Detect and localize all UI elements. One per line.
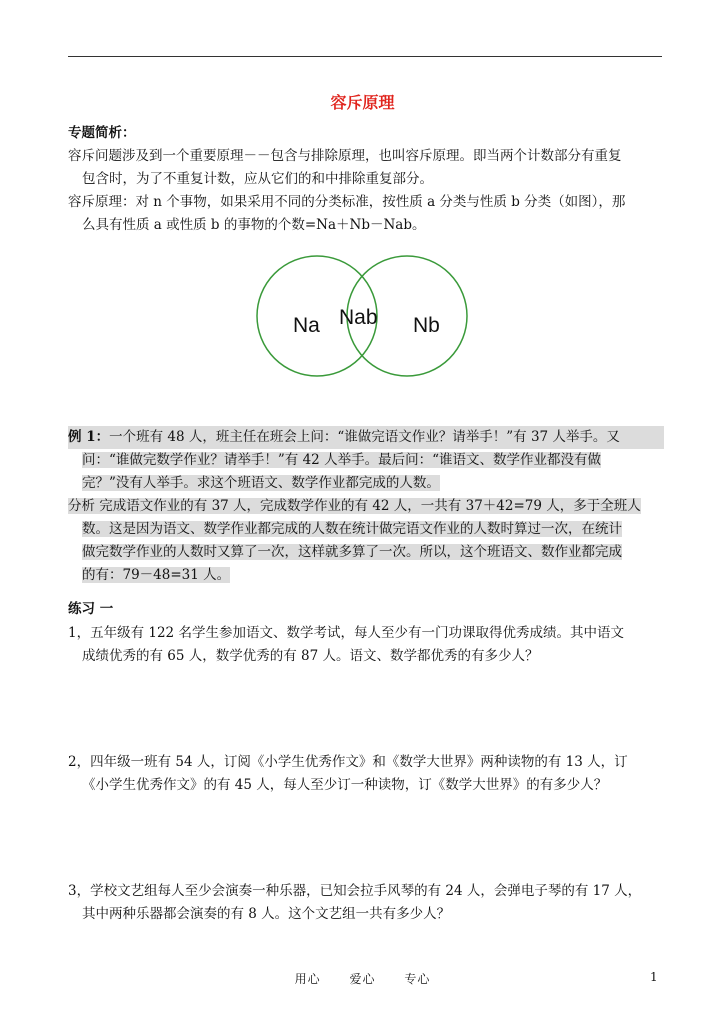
footer-word-3: 专心: [404, 972, 431, 986]
q2-line-2: 《小学生优秀作文》的有 45 人，每人至少订一种读物，订《数学大世界》的有多少人？: [82, 777, 608, 793]
q3-line-1: 3，学校文艺组每人至少会演奏一种乐器，已知会拉手风琴的有 24 人，会弹电子琴的有 17 人，: [68, 883, 642, 899]
example-line-3: 完？”没有人举手。求这个班语文、数学作业都完成的人数。: [82, 475, 440, 491]
q1-line-2: 成绩优秀的有 65 人，数学优秀的有 87 人。语文、数学都优秀的有多少人？: [82, 648, 539, 664]
question-3: [68, 880, 664, 926]
example-line-2: 问：“谁做完数学作业？请举手！”有 42 人举手。最后问：“谁语文、数学作业都没有做: [82, 452, 601, 468]
analysis-line-4: 的有：79－48=31 人。: [82, 567, 231, 583]
header-rule: [68, 56, 662, 57]
page-number: 1: [650, 970, 658, 984]
intro-line-1: 容斥问题涉及到一个重要原理－－包含与排除原理，也叫容斥原理。即当两个计数部分有重复: [68, 148, 622, 164]
venn-diagram: [255, 252, 477, 388]
page-footer: [0, 970, 725, 987]
footer-word-1: 用心: [294, 972, 321, 986]
intro-line-2: 包含时，为了不重复计数，应从它们的和中排除重复部分。: [82, 171, 433, 187]
q1-line-1: 1，五年级有 122 名学生参加语文、数学考试，每人至少有一门功课取得优秀成绩。其中语文: [68, 625, 624, 641]
page-title: 容斥原理: [330, 93, 395, 112]
section-heading: 专题简析：: [68, 125, 136, 141]
analysis-line-2: 数。这是因为语文、数学作业都完成的人数在统计做完语文作业的人数时算过一次，在统计: [82, 521, 622, 537]
analysis-line-3: 做完数学作业的人数时又算了一次，这样就多算了一次。所以，这个班语文、数作业都完成: [82, 544, 622, 560]
venn-label-nb: Nb: [413, 314, 440, 337]
question-2: [68, 751, 664, 797]
venn-label-nab: Nab: [339, 306, 378, 329]
example-line-1: 例 1：一个班有 48 人，班主任在班会上问：“谁做完语文作业？请举手！”有 37 人举手。又: [68, 426, 664, 449]
q2-line-1: 2，四年级一班有 54 人，订阅《小学生优秀作文》和《数学大世界》两种读物的有 13 人，订: [68, 754, 628, 770]
question-1: [68, 622, 664, 668]
venn-label-na: Na: [293, 314, 320, 337]
analysis-line-1: 分析 完成语文作业的有 37 人，完成数学作业的有 42 人，一共有 37＋42=79 人，多于全班人: [68, 498, 641, 514]
principle-line-2: 么具有性质 a 或性质 b 的事物的个数=Na＋Nb－Nab。: [82, 217, 426, 233]
q3-line-2: 其中两种乐器都会演奏的有 8 人。这个文艺组一共有多少人？: [82, 906, 451, 922]
footer-word-2: 爱心: [349, 972, 376, 986]
example-label: 例 1：: [68, 429, 110, 445]
practice-heading: 练习 一: [68, 601, 114, 617]
principle-line-1: 容斥原理：对 n 个事物，如果采用不同的分类标准，按性质 a 分类与性质 b 分类（如图），那: [68, 194, 626, 210]
example-block: [68, 426, 664, 587]
intro-block: [68, 122, 664, 237]
